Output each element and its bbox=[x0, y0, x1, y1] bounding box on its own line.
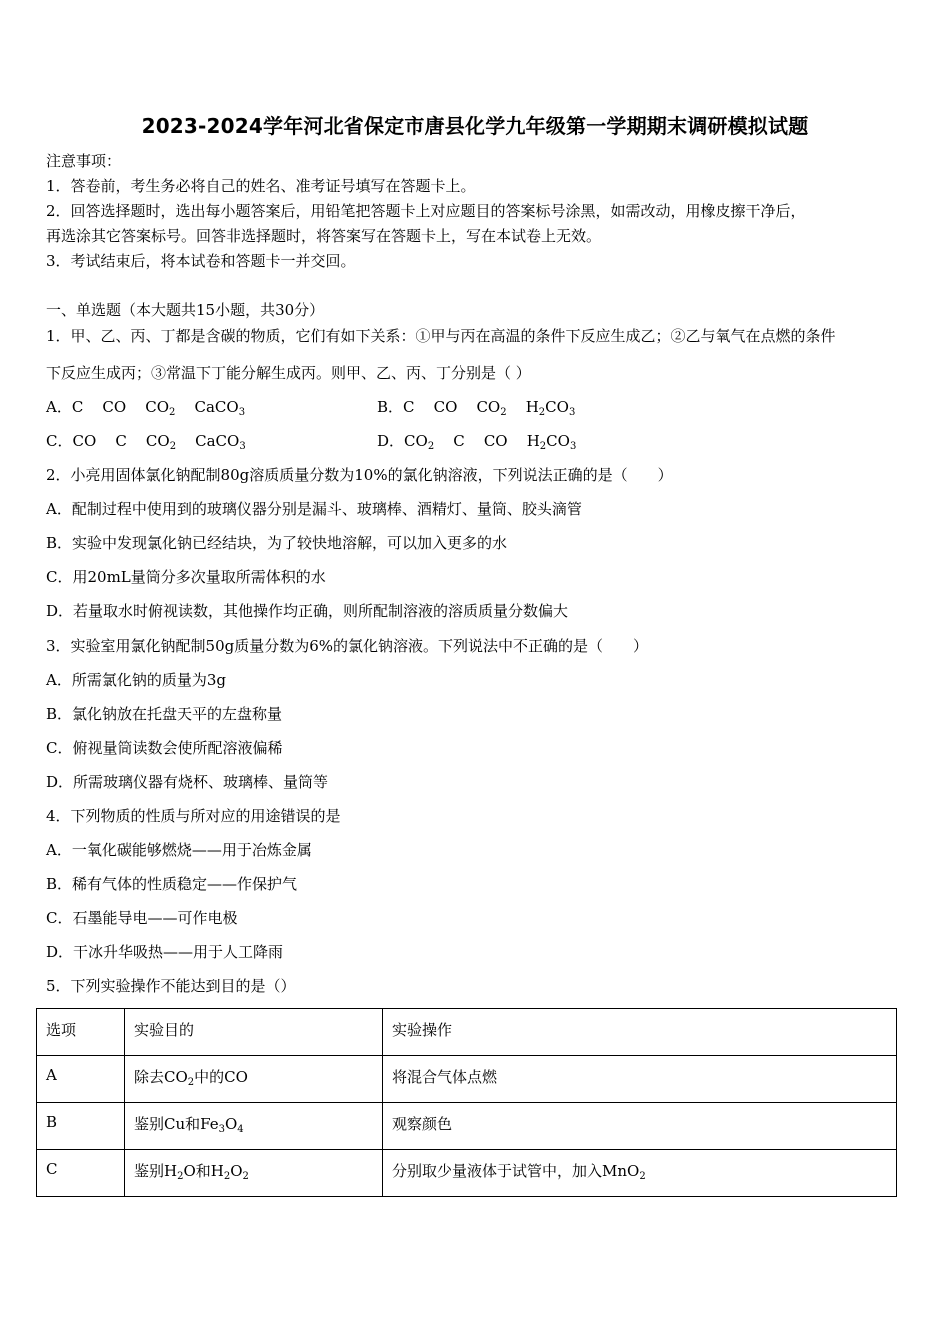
table-header-cell: 实验目的 bbox=[125, 1009, 383, 1056]
formula: CO bbox=[545, 398, 569, 416]
subscript: 3 bbox=[568, 407, 576, 418]
section-heading: 一、单选题（本大题共15小题，共30分） bbox=[46, 301, 325, 319]
q4-option-a: A．一氧化碳能够燃烧——用于冶炼金属 bbox=[46, 841, 312, 859]
subscript: 3 bbox=[239, 441, 246, 452]
table-cell-operation bbox=[383, 1150, 897, 1197]
subscript: 2 bbox=[539, 441, 547, 452]
q3-option-d: D．所需玻璃仪器有烧杯、玻璃棒、量筒等 bbox=[46, 773, 329, 791]
formula: CaCO bbox=[195, 432, 240, 450]
table-header-cell: 选项 bbox=[37, 1009, 125, 1056]
subscript: 2 bbox=[427, 441, 435, 452]
formula: CO bbox=[102, 398, 127, 416]
table-cell-option: C bbox=[37, 1150, 125, 1197]
q1-option-c bbox=[46, 431, 246, 451]
notice-item: 再选涂其它答案标号。回答非选择题时，将答案写在答题卡上，写在本试卷上无效。 bbox=[46, 227, 602, 245]
q4-option-c: C．石墨能导电——可作电极 bbox=[46, 909, 238, 927]
option-letter: B．C bbox=[377, 398, 415, 416]
subscript: 3 bbox=[569, 441, 577, 452]
table-cell-operation bbox=[383, 1103, 897, 1150]
subscript: 2 bbox=[639, 1171, 646, 1182]
cell-text: 分别取少量液体于试管中，加入MnO bbox=[392, 1162, 640, 1180]
subscript: 2 bbox=[223, 1171, 231, 1182]
cell-text: O bbox=[224, 1115, 238, 1133]
notice-item: 3．考试结束后，将本试卷和答题卡一并交回。 bbox=[46, 252, 356, 270]
formula: CO bbox=[433, 398, 458, 416]
formula: H bbox=[525, 398, 539, 416]
q2-stem: 2．小亮用固体氯化钠配制80g溶质质量分数为10%的氯化钠溶液，下列说法正确的是（ ） bbox=[46, 466, 673, 484]
q1-option-a bbox=[46, 397, 245, 417]
subscript: 2 bbox=[242, 1171, 249, 1182]
subscript: 2 bbox=[187, 1077, 195, 1088]
option-letter: A．C bbox=[46, 398, 84, 416]
cell-text: 除去CO bbox=[134, 1068, 188, 1086]
table-cell-option: A bbox=[37, 1056, 125, 1103]
formula: H bbox=[526, 432, 540, 450]
q2-option-d: D．若量取水时俯视读数，其他操作均正确，则所配制溶液的溶质质量分数偏大 bbox=[46, 602, 569, 620]
q1-stem-line-2: 下反应生成丙；③常温下丁能分解生成丙。则甲、乙、丙、丁分别是（ ） bbox=[46, 364, 531, 382]
q3-option-a: A．所需氯化钠的质量为3g bbox=[46, 671, 226, 689]
q3-stem: 3．实验室用氯化钠配制50g质量分数为6%的氯化钠溶液。下列说法中不正确的是（ ） bbox=[46, 637, 649, 655]
option-letter: C．CO bbox=[46, 432, 97, 450]
q1-option-b bbox=[377, 397, 575, 417]
table-cell-goal bbox=[125, 1103, 383, 1150]
subscript: 3 bbox=[218, 1124, 225, 1135]
q5-table bbox=[36, 1008, 897, 1197]
formula: CO bbox=[476, 398, 501, 416]
subscript: 2 bbox=[169, 407, 176, 418]
notice-heading: 注意事项： bbox=[46, 152, 122, 170]
subscript: 3 bbox=[238, 407, 246, 418]
cell-text: 鉴别Cu和Fe bbox=[134, 1115, 219, 1133]
cell-text: 鉴别H bbox=[134, 1162, 178, 1180]
table-row bbox=[37, 1103, 897, 1150]
formula: CaCO bbox=[194, 398, 239, 416]
cell-text: O bbox=[230, 1162, 243, 1180]
notice-item: 1．答卷前，考生务必将自己的姓名、准考证号填写在答题卡上。 bbox=[46, 177, 476, 195]
subscript: 2 bbox=[169, 441, 177, 452]
formula: CO bbox=[145, 432, 170, 450]
formula: C bbox=[115, 432, 127, 450]
table-header-row bbox=[37, 1009, 897, 1056]
table-cell-goal bbox=[125, 1150, 383, 1197]
q2-option-a: A．配制过程中使用到的玻璃仪器分别是漏斗、玻璃棒、酒精灯、量筒、胶头滴管 bbox=[46, 500, 582, 518]
cell-text: 将混合气体点燃 bbox=[392, 1068, 498, 1086]
formula: CO bbox=[483, 432, 508, 450]
subscript: 2 bbox=[177, 1171, 184, 1182]
formula: CO bbox=[145, 398, 170, 416]
table-row bbox=[37, 1150, 897, 1197]
q5-stem: 5．下列实验操作不能达到目的是（） bbox=[46, 977, 296, 995]
q1-option-d bbox=[377, 431, 576, 451]
q4-option-b: B．稀有气体的性质稳定——作保护气 bbox=[46, 875, 298, 893]
table-cell-goal bbox=[125, 1056, 383, 1103]
option-letter: D．CO bbox=[377, 432, 428, 450]
q4-stem: 4．下列物质的性质与所对应的用途错误的是 bbox=[46, 807, 341, 825]
q3-option-c: C．俯视量筒读数会使所配溶液偏稀 bbox=[46, 739, 283, 757]
subscript: 4 bbox=[237, 1124, 244, 1135]
cell-text: 观察颜色 bbox=[392, 1115, 453, 1133]
formula: CO bbox=[546, 432, 570, 450]
table-header-cell: 实验操作 bbox=[383, 1009, 897, 1056]
q4-option-d: D．干冰升华吸热——用于人工降雨 bbox=[46, 943, 284, 961]
cell-text: 中的CO bbox=[194, 1068, 248, 1086]
table-row bbox=[37, 1056, 897, 1103]
table-cell-operation bbox=[383, 1056, 897, 1103]
page-title: 2023-2024学年河北省保定市唐县化学九年级第一学期期末调研模拟试题 bbox=[141, 114, 809, 138]
q2-option-b: B．实验中发现氯化钠已经结块，为了较快地溶解，可以加入更多的水 bbox=[46, 534, 508, 552]
notice-item: 2．回答选择题时，选出每小题答案后，用铅笔把答题卡上对应题目的答案标号涂黑，如需改动，用橡皮擦干净后， bbox=[46, 202, 806, 220]
q2-option-c: C．用20mL量筒分多次量取所需体积的水 bbox=[46, 568, 326, 586]
q3-option-b: B．氯化钠放在托盘天平的左盘称量 bbox=[46, 705, 283, 723]
q1-stem-line-1: 1．甲、乙、丙、丁都是含碳的物质，它们有如下关系：①甲与丙在高温的条件下反应生成乙；②乙与氧气在点燃的条件 bbox=[46, 327, 836, 345]
formula: C bbox=[453, 432, 465, 450]
subscript: 2 bbox=[538, 407, 546, 418]
subscript: 2 bbox=[500, 407, 507, 418]
cell-text: O和H bbox=[183, 1162, 224, 1180]
table-cell-option: B bbox=[37, 1103, 125, 1150]
